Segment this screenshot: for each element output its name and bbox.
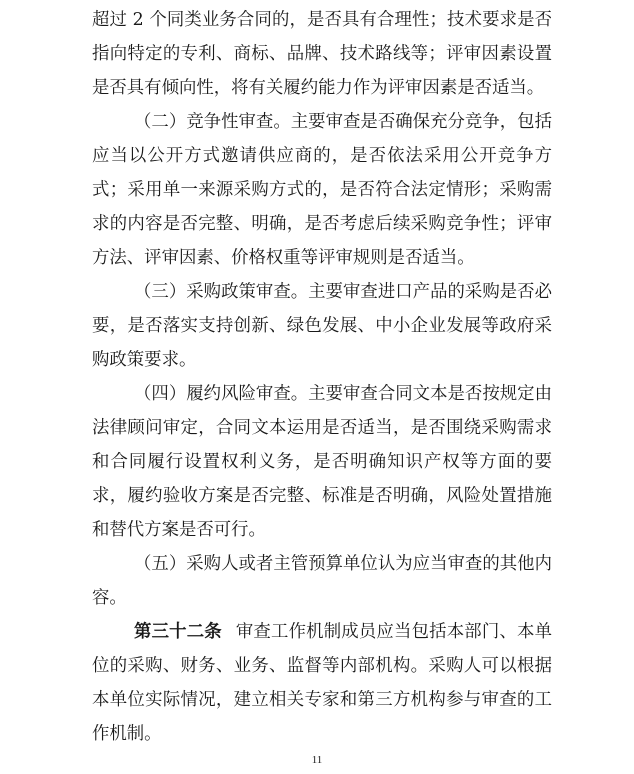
text-line: 要，是否落实支持创新、绿色发展、中小企业发展等政府采 [92,316,552,336]
text-line: 容。 [92,588,127,608]
text-line: 求，履约验收方案是否完整、标准是否明确，风险处置措施 [92,486,552,506]
article-32-heading-line [134,616,552,649]
text-line: 求的内容是否完整、明确，是否考虑后续采购竞争性；评审 [92,214,552,234]
text-line: 指向特定的专利、商标、品牌、技术路线等；评审因素设置 [92,44,552,64]
text-line: 是否具有倾向性，将有关履约能力作为评审因素是否适当。 [92,78,545,98]
paragraph-3-start: （三）采购政策审查。主要审查进口产品的采购是否必 [134,282,552,302]
paragraph-4-start: （四）履约风险审查。主要审查合同文本是否按规定由 [134,384,552,404]
text-line: 应当以公开方式邀请供应商的，是否依法采用公开竞争方 [92,146,552,166]
text-line: 位的采购、财务、业务、监督等内部机构。采购人可以根据 [92,656,552,676]
text-line: 购政策要求。 [92,350,197,370]
text-line: 作机制。 [92,724,162,744]
page-number: 11 [311,754,323,766]
article-number: 第三十二条 [134,622,222,642]
paragraph-2-start: （二）竞争性审查。主要审查是否确保充分竞争，包括 [134,112,552,132]
text-line: 方法、评审因素、价格权重等评审规则是否适当。 [92,248,475,268]
text-line: 法律顾问审定，合同文本运用是否适当，是否围绕采购需求 [92,418,552,438]
text-line: 式；采用单一来源采购方式的，是否符合法定情形；采购需 [92,180,552,200]
text-line: 本单位实际情况，建立相关专家和第三方机构参与审查的工 [92,690,552,710]
text-line: 超过 2 个同类业务合同的，是否具有合理性；技术要求是否 [92,10,552,30]
article-32-text: 审查工作机制成员应当包括本部门、本单 [235,622,552,642]
text-line: 和替代方案是否可行。 [92,520,266,540]
text-line: 和合同履行设置权利义务，是否明确知识产权等方面的要 [92,452,552,472]
paragraph-5-start: （五）采购人或者主管预算单位认为应当审查的其他内 [134,554,552,574]
